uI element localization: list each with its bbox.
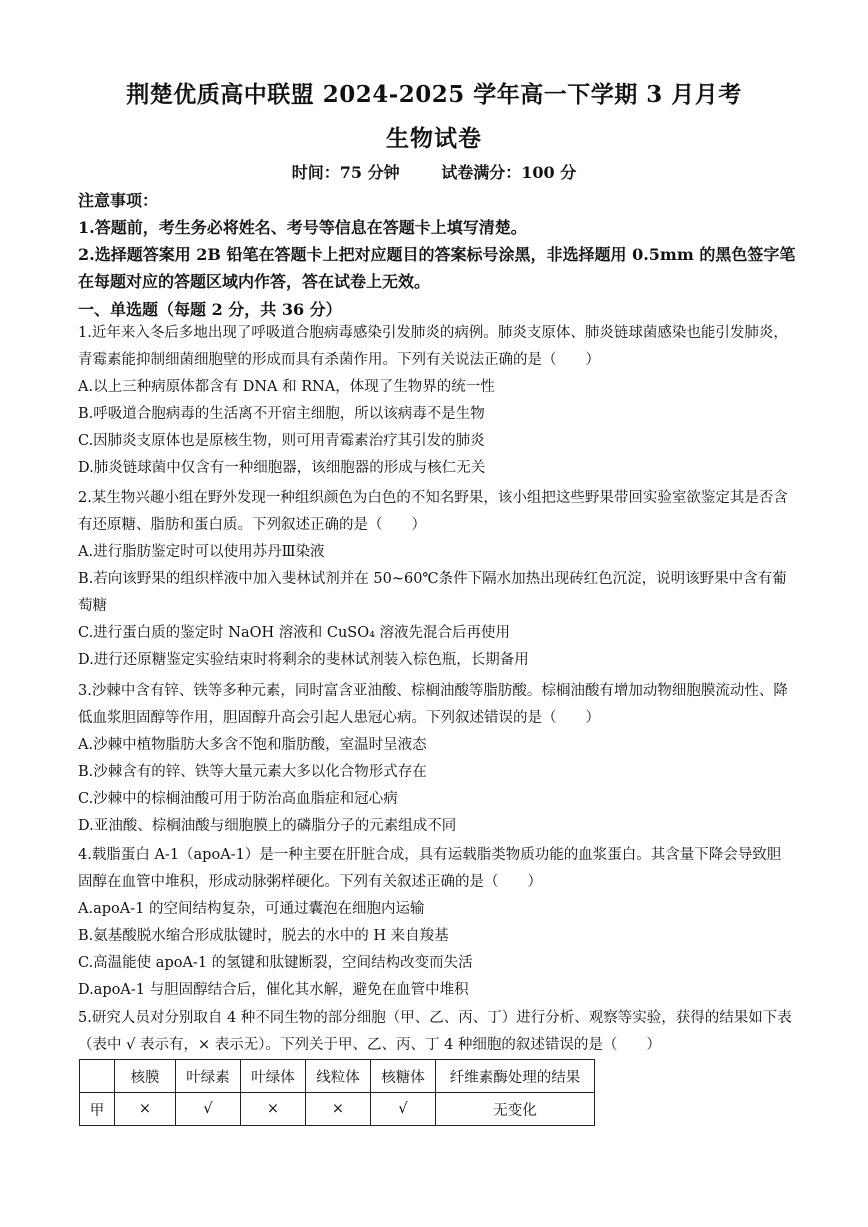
table-row	[80, 1093, 595, 1126]
table-header-cell: 核膜	[115, 1060, 176, 1093]
question-option: B.若向该野果的组织样液中加入斐林试剂并在 50~60℃条件下隔水加热出现砖红色沉淀，说明该野果中含有葡萄糖	[78, 571, 787, 614]
table-header-cell: 纤维素酶处理的结果	[436, 1060, 595, 1093]
question-option: D.进行还原糖鉴定实验结束时将剩余的斐林试剂装入棕色瓶，长期备用	[78, 652, 529, 668]
exam-meta	[0, 160, 868, 183]
question-stem: 2.某生物兴趣小组在野外发现一种组织颜色为白色的不知名野果，该小组把这些野果带回实验室欲鉴定其是否含有还原糖、脂肪和蛋白质。下列叙述正确的是（ ）	[78, 490, 788, 533]
question-stem: 1.近年来入冬后多地出现了呼吸道合胞病毒感染引发肺炎的病例。肺炎支原体、肺炎链球菌感染也能引发肺炎，青霉素能抑制细菌细胞壁的形成而具有杀菌作用。下列有关说法正确的是（ ）	[78, 325, 788, 368]
question-stem: 4.载脂蛋白 A-1（apoA-1）是一种主要在肝脏合成，具有运载脂类物质功能的血浆蛋白。其含量下降会导致胆固醇在血管中堆积，形成动脉粥样硬化。下列有关叙述正确的是（ ）	[78, 847, 782, 890]
table-header-row	[80, 1060, 595, 1093]
table-header-cell: 核糖体	[371, 1060, 436, 1093]
cell-table	[79, 1059, 595, 1126]
question-option: C.进行蛋白质的鉴定时 NaOH 溶液和 CuSO₄ 溶液先混合后再使用	[78, 625, 511, 641]
table-header-cell: 线粒体	[306, 1060, 371, 1093]
question-option: A.apoA-1 的空间结构复杂，可通过囊泡在细胞内运输	[78, 901, 425, 917]
question-stem: 5.研究人员对分别取自 4 种不同生物的部分细胞（甲、乙、丙、丁）进行分析、观察等实验，获得的结果如下表（表中 √ 表示有，× 表示无）。下列关于甲、乙、丙、丁 4 种细胞的叙述错误的是（ ）	[78, 1010, 792, 1053]
section-title: 一、单选题（每题 2 分，共 36 分）	[78, 300, 342, 319]
question-5	[78, 1005, 792, 1059]
question-option: A.以上三种病原体都含有 DNA 和 RNA，体现了生物界的统一性	[78, 379, 495, 395]
question-option: B.沙棘含有的锌、铁等大量元素大多以化合物形式存在	[78, 764, 427, 780]
table-cell: 无变化	[436, 1093, 595, 1126]
exam-time: 时间：75 分钟	[291, 163, 400, 182]
question-2	[78, 485, 792, 674]
notes-heading: 注意事项：	[78, 191, 159, 210]
question-option: A.沙棘中植物脂肪大多含不饱和脂肪酸，室温时呈液态	[78, 737, 427, 753]
table-cell: ×	[306, 1093, 371, 1126]
question-option: C.因肺炎支原体也是原核生物，则可用青霉素治疗其引发的肺炎	[78, 433, 485, 449]
table-header-cell: 叶绿素	[176, 1060, 241, 1093]
notes-block	[78, 187, 798, 295]
table-header-cell: 叶绿体	[241, 1060, 306, 1093]
table-cell: ×	[241, 1093, 306, 1126]
question-option: B.氨基酸脱水缩合形成肽键时，脱去的水中的 H 来自羧基	[78, 928, 449, 944]
question-4	[78, 842, 792, 1004]
question-option: C.沙棘中的棕榈油酸可用于防治高血脂症和冠心病	[78, 791, 398, 807]
exam-subject: 生物试卷	[386, 125, 482, 152]
question-1	[78, 320, 792, 482]
table-cell: ×	[115, 1093, 176, 1126]
question-option: A.进行脂肪鉴定时可以使用苏丹Ⅲ染液	[78, 544, 325, 560]
table-cell: √	[176, 1093, 241, 1126]
question-stem: 3.沙棘中含有锌、铁等多种元素，同时富含亚油酸、棕榈油酸等脂肪酸。棕榈油酸有增加动物细胞膜流动性、降低血浆胆固醇等作用，胆固醇升高会引起人患冠心病。下列叙述错误的是（ ）	[78, 683, 788, 726]
question-3	[78, 678, 792, 840]
table-cell: 甲	[80, 1093, 115, 1126]
table-header-cell	[80, 1060, 115, 1093]
question-option: C.高温能使 apoA-1 的氢键和肽键断裂，空间结构改变而失活	[78, 955, 473, 971]
question-option: B.呼吸道合胞病毒的生活离不开宿主细胞，所以该病毒不是生物	[78, 406, 485, 422]
notes-item: 1.答题前，考生务必将姓名、考号等信息在答题卡上填写清楚。	[78, 218, 527, 237]
exam-score: 试卷满分：100 分	[441, 163, 577, 182]
question-option: D.肺炎链球菌中仅含有一种细胞器，该细胞器的形成与核仁无关	[78, 460, 486, 476]
exam-title: 荆楚优质高中联盟 2024-2025 学年高一下学期 3 月月考	[126, 81, 742, 108]
notes-item: 2.选择题答案用 2B 铅笔在答题卡上把对应题目的答案标号涂黑，非选择题用 0.5mm 的黑色签字笔在每题对应的答题区域内作答，答在试卷上无效。	[78, 245, 796, 291]
question-option: D.亚油酸、棕榈油酸与细胞膜上的磷脂分子的元素组成不同	[78, 818, 457, 834]
table-cell: √	[371, 1093, 436, 1126]
question-option: D.apoA-1 与胆固醇结合后，催化其水解，避免在血管中堆积	[78, 982, 469, 998]
